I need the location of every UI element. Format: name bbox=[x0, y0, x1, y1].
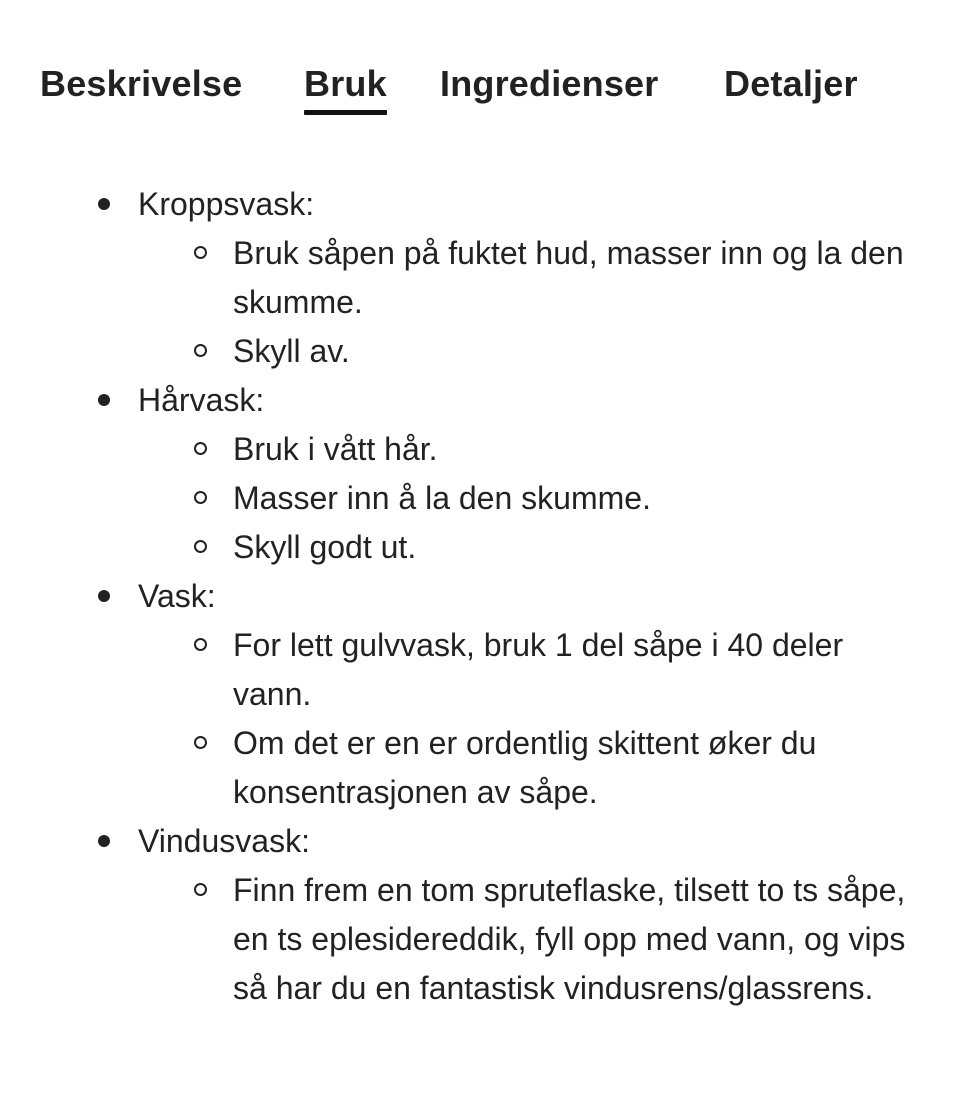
usage-section-harvask bbox=[0, 376, 960, 572]
usage-list bbox=[0, 180, 960, 1013]
tab-label: Beskrivelse bbox=[40, 63, 243, 104]
bullet-circle-icon bbox=[194, 638, 207, 651]
section-title: Vask: bbox=[138, 578, 216, 614]
bullet-circle-icon bbox=[194, 344, 207, 357]
bullet-circle-icon bbox=[194, 491, 207, 504]
item-text: Om det er en er ordentlig skittent øker du konsentrasjonen av såpe. bbox=[233, 725, 817, 810]
list-item bbox=[136, 474, 923, 523]
usage-section-kroppsvask bbox=[0, 180, 960, 376]
section-items bbox=[138, 425, 960, 572]
active-tab-indicator bbox=[304, 110, 387, 115]
list-item bbox=[136, 621, 923, 719]
bullet-circle-icon bbox=[194, 540, 207, 553]
section-items bbox=[138, 866, 960, 1013]
tab-detaljer[interactable] bbox=[724, 60, 858, 108]
tab-label: Ingredienser bbox=[440, 63, 659, 104]
usage-content bbox=[0, 180, 960, 1013]
usage-section-vask bbox=[0, 572, 960, 817]
section-title: Vindusvask: bbox=[138, 823, 310, 859]
list-item bbox=[136, 327, 923, 376]
tab-beskrivelse[interactable] bbox=[40, 60, 242, 108]
list-item bbox=[136, 523, 923, 572]
tab-label: Bruk bbox=[304, 63, 387, 104]
usage-section-vindusvask bbox=[0, 817, 960, 1013]
list-item bbox=[136, 719, 923, 817]
bullet-circle-icon bbox=[194, 442, 207, 455]
bullet-disc-icon bbox=[98, 198, 110, 210]
section-title: Kroppsvask: bbox=[138, 186, 315, 222]
tab-bruk[interactable] bbox=[304, 60, 387, 108]
tab-bar bbox=[40, 60, 940, 120]
item-text: Bruk såpen på fuktet hud, masser inn og la den skumme. bbox=[233, 235, 904, 320]
section-items bbox=[138, 229, 960, 376]
section-title: Hårvask: bbox=[138, 382, 265, 418]
item-text: Finn frem en tom spruteflaske, tilsett to ts såpe, en ts eplesidereddik, fyll opp med vann, og vips så har du en fantastisk vindusrens/glassrens. bbox=[233, 872, 906, 1006]
section-items bbox=[138, 621, 960, 817]
tab-label: Detaljer bbox=[724, 63, 858, 104]
item-text: Masser inn å la den skumme. bbox=[233, 480, 651, 516]
bullet-circle-icon bbox=[194, 736, 207, 749]
item-text: Skyll av. bbox=[233, 333, 350, 369]
item-text: Skyll godt ut. bbox=[233, 529, 417, 565]
bullet-disc-icon bbox=[98, 590, 110, 602]
item-text: Bruk i vått hår. bbox=[233, 431, 438, 467]
bullet-circle-icon bbox=[194, 246, 207, 259]
list-item bbox=[136, 866, 923, 1013]
list-item bbox=[136, 229, 923, 327]
bullet-circle-icon bbox=[194, 883, 207, 896]
bullet-disc-icon bbox=[98, 835, 110, 847]
item-text: For lett gulvvask, bruk 1 del såpe i 40 deler vann. bbox=[233, 627, 844, 712]
bullet-disc-icon bbox=[98, 394, 110, 406]
tab-ingredienser[interactable] bbox=[440, 60, 658, 108]
list-item bbox=[136, 425, 923, 474]
